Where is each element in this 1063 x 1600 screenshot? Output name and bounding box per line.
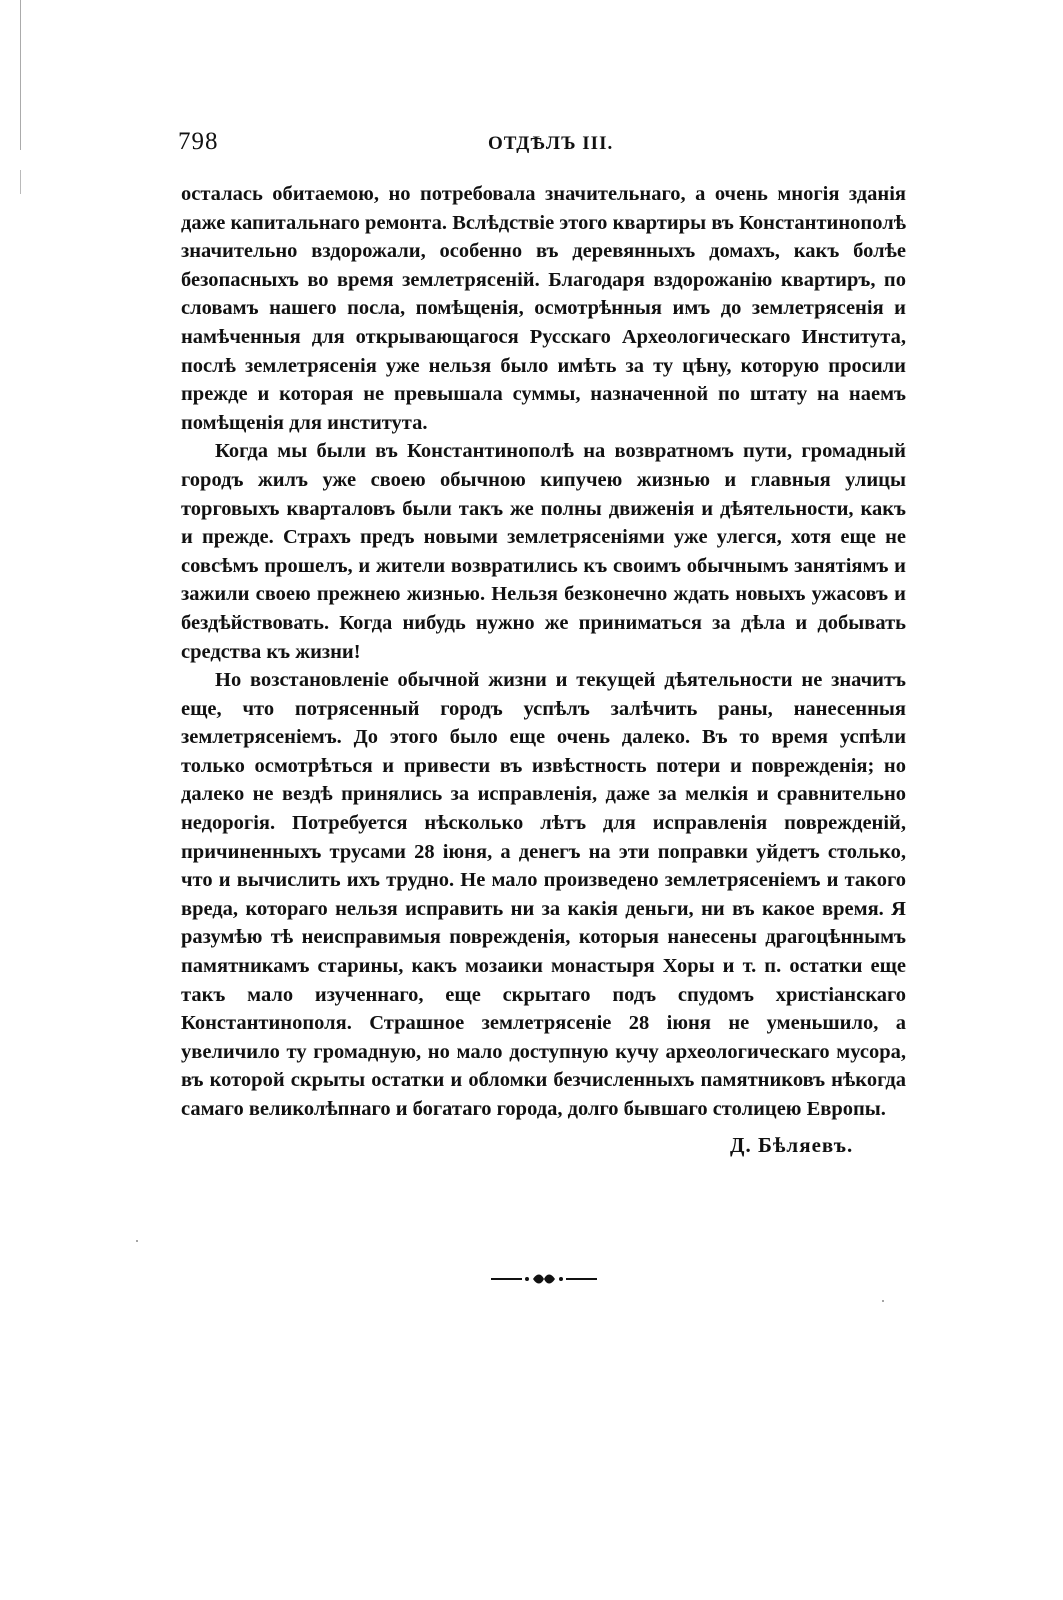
paragraph-2: Когда мы были въ Константинополѣ на возвратномъ пути, громадный городъ жилъ уже своею обычною кипучею жизнью и главныя улицы торговыхъ кварталовъ были такъ же полны движенія и дѣятельности, какъ и прежде. Страхъ предъ новыми землетрясеніями уже улегся, хотя еще не совсѣмъ прошелъ, и жители возвратились къ своимъ обычнымъ занятіямъ и зажили своею прежнею жизнью. Нельзя безконечно ждать новыхъ ужасовъ и бездѣйствовать. Когда нибудь нужно же приниматься за дѣла и добывать средства къ жизни!: [181, 440, 906, 663]
scan-speck: [882, 1300, 884, 1302]
section-title: ОТДѢЛЪ III.: [488, 133, 614, 154]
scan-speck: [136, 1240, 138, 1242]
section-end-ornament-icon: [491, 1272, 597, 1286]
page-number: 798: [178, 128, 219, 155]
author-signature: Д. Бѣляевъ.: [730, 1133, 854, 1157]
paragraph-3: Но возстановленіе обычной жизни и текущей дѣятельности не значитъ еще, что потрясенный городъ успѣлъ залѣчить раны, нанесенныя землетрясеніемъ. До этого было еще очень далеко. Въ то время успѣли только осмотрѣться и привести въ извѣстность потери и поврежденія; но далеко не вездѣ принялись за исправленія, даже за мелкія и сравнительно недорогія. Потребуется нѣсколько лѣтъ для исправленія поврежденій, причиненныхъ трусами 28 іюня, а денегъ на эти поправки уйдетъ столько, что и вычислить ихъ трудно. Не мало произведено землетрясеніемъ и такого вреда, котораго нельзя исправить ни за какія деньги, ни въ какое время. Я разумѣю тѣ неисправимыя поврежденія, которыя нанесены драгоцѣннымъ памятникамъ старины, какъ мозаики монастыря Хоры и т. п. остатки еще такъ мало изученнаго, еще скрытаго подъ спудомъ христіанскаго Константинополя. Страшное землетрясеніе 28 іюня не уменьшило, а увеличило ту громадную, но мало доступную кучу археологическаго мусора, въ которой скрыты остатки и обломки безчисленныхъ памятниковъ нѣкогда самаго великолѣпнаго и богатаго города, долго бывшаго столицею Европы.: [181, 669, 906, 1120]
paragraph-1: осталась обитаемою, но потребовала значительнаго, а очень многія зданія даже капитальнаго ремонта. Вслѣдствіе этого квартиры въ Константинополѣ значительно вздорожали, особенно въ деревянныхъ домахъ, какъ болѣе безопасныхъ во время землетрясеній. Благодаря вздорожанію квартиръ, по словамъ нашего посла, помѣщенія, осмотрѣнныя имъ до землетрясенія и намѣченныя для открывающагося Русскаго Археологическаго Института, послѣ землетрясенія уже нельзя было имѣть за ту цѣну, которую просили прежде и которая не превышала суммы, назначенной по штату на наемъ помѣщенія для института.: [181, 183, 906, 434]
scan-edge-line: [20, 0, 21, 150]
scan-edge-line: [20, 170, 21, 194]
article-text: [181, 180, 906, 1124]
page-header: [178, 128, 906, 164]
